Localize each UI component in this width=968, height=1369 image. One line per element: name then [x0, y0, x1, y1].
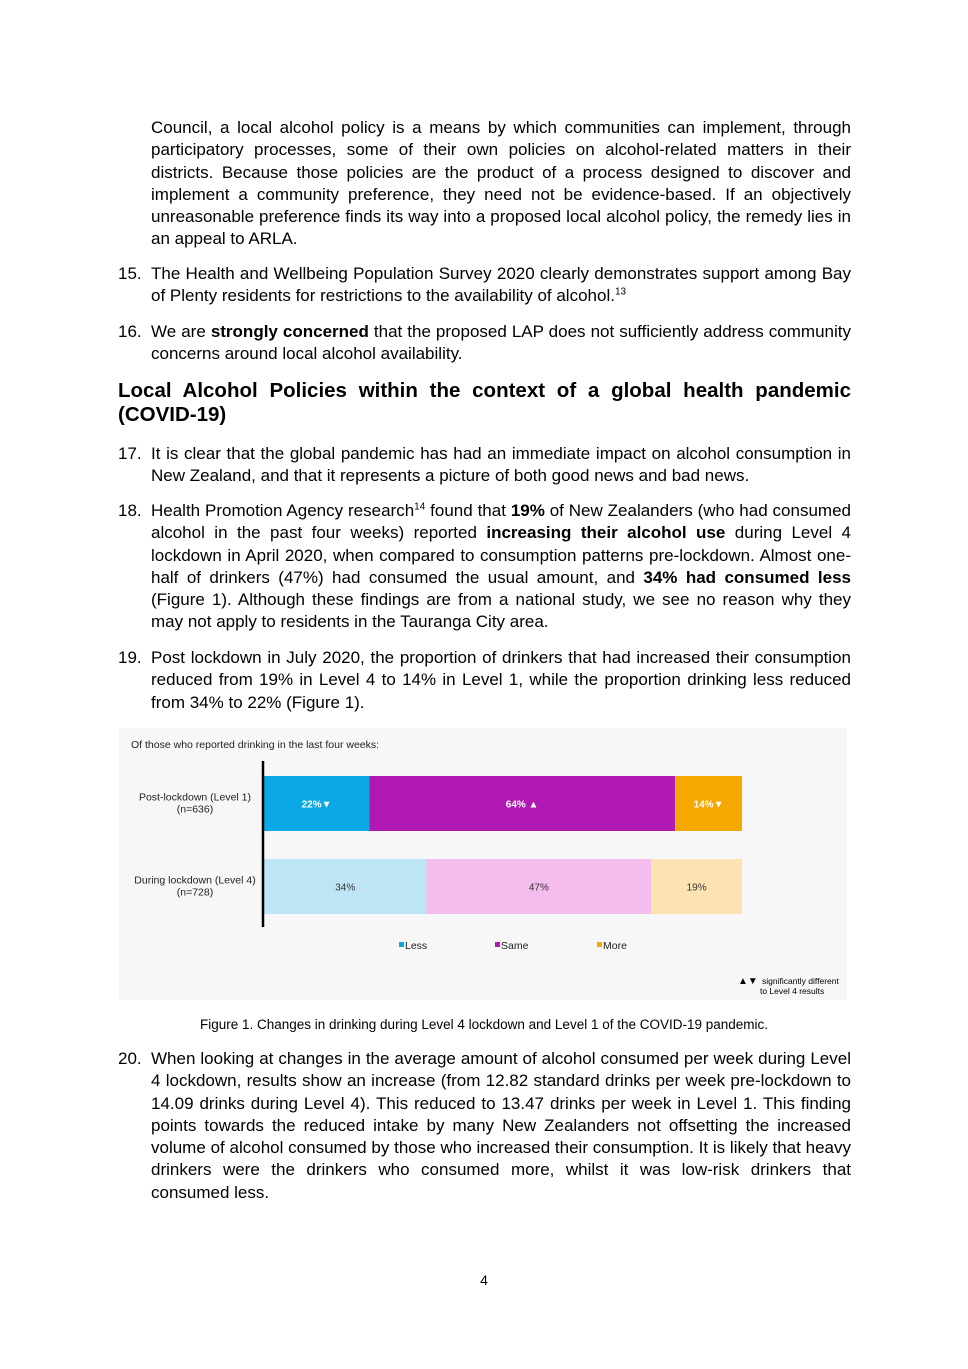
paragraph-text: of New Zealanders (who had consumed alcohol in the past four weeks) reported: [151, 501, 851, 543]
data-label: 19%: [686, 882, 707, 894]
paragraph-text: Post lockdown in July 2020, the proportion of drinkers that had increased their consumption reduced from 19% in Level 4 to 14% in Level 1, while the proportion drinking less reduced from 34% to 22% (Figure 1).: [151, 648, 851, 712]
paragraph-number: 15.: [118, 264, 142, 283]
paragraph-number: 19.: [118, 648, 142, 667]
paragraph-20: [118, 1048, 851, 1204]
legend-label: More: [603, 940, 627, 952]
paragraph-18: [118, 500, 851, 634]
continuation-paragraph: Council, a local alcohol policy is a means by which communities can implement, through participatory processes, some of their own policies on alcohol-related matters in their districts. Because those policies are the product of a process designed to discover and implement a community preference, they need not be evidence-based. If an objectively unreasonable preference finds its way into a proposed local alcohol policy, the remedy lies in an appeal to ARLA.: [151, 118, 851, 249]
paragraph-text: Health Promotion Agency research: [151, 501, 415, 520]
emphasis: increasing their alcohol use: [486, 523, 726, 543]
data-label: 47%: [528, 882, 549, 894]
paragraph-16: [118, 321, 851, 366]
legend-swatch: [597, 942, 602, 947]
legend-label: Less: [405, 940, 428, 952]
paragraph-text: that the proposed LAP does not sufficiently address community concerns around local alcohol availability.: [151, 322, 851, 364]
paragraph-number: 20.: [118, 1049, 142, 1068]
stacked-bar-chart: [119, 728, 847, 1000]
emphasis: 19%: [510, 501, 545, 520]
legend-swatch: [399, 942, 404, 947]
paragraph-number: 17.: [118, 444, 142, 463]
paragraph-number: 16.: [118, 322, 142, 341]
footnote-ref: 14: [414, 501, 426, 513]
significance-note: to Level 4 results: [760, 986, 825, 996]
paragraph-15: [118, 263, 851, 308]
data-label: 64% ▲: [505, 799, 539, 811]
paragraph-text: We are: [151, 322, 211, 341]
paragraph-17: [118, 443, 851, 488]
paragraph-text: When looking at changes in the average amount of alcohol consumed per week during Level 4 lockdown, results show an increase (from 12.82 standard drinks per week pre-lockdown to 14.09 drinks during Level 4). This reduced to 13.47 drinks per week in Level 1. This finding points towards the reduced intake by many New Zealanders not offsetting the increased volume of alcohol consumed by those who increased their consumption. It is likely that heavy drinkers were the drinkers who consumed more, whilst it was low-risk drinkers that consumed less.: [151, 1049, 851, 1202]
paragraph-19: [118, 647, 851, 714]
paragraph-text: during Level 4 lockdown in April 2020, when compared to consumption patterns pre-lockdown. Almost one-half of drinkers (47%) had consumed the usual amount, and: [151, 523, 852, 587]
category-label: (n=636): [176, 803, 214, 816]
data-label: 14%▼: [693, 799, 724, 811]
paragraph-text: found that: [425, 501, 511, 520]
significance-symbols: ▲▼: [738, 976, 758, 987]
data-label: 22%▼: [301, 799, 332, 811]
chart-title: Of those who reported drinking in the last four weeks:: [131, 739, 380, 751]
emphasis: strongly concerned: [210, 322, 369, 341]
figure-1-chart: [119, 728, 847, 1000]
category-label: During lockdown (Level 4): [134, 874, 256, 887]
footnote-ref: 13: [614, 286, 627, 298]
category-label: Post-lockdown (Level 1): [138, 791, 252, 804]
data-label: 34%: [335, 882, 356, 894]
paragraph-text: It is clear that the global pandemic has had an immediate impact on alcohol consumption in New Zealand, and that it represents a picture of both good news and bad news.: [151, 444, 851, 486]
page-number: 4: [480, 1272, 488, 1288]
section-heading: Local Alcohol Policies within the context of a global health pandemic (COVID-19): [118, 379, 851, 426]
paragraph-text: (Figure 1). Although these findings are from a national study, we see no reason why they may not apply to residents in the Tauranga City area.: [151, 590, 851, 632]
figure-caption: Figure 1. Changes in drinking during Level 4 lockdown and Level 1 of the COVID-19 pandemic.: [199, 1017, 769, 1032]
paragraph-text: The Health and Wellbeing Population Survey 2020 clearly demonstrates support among Bay of Plenty residents for restrictions to the availability of alcohol.: [151, 264, 851, 306]
significance-note: significantly different: [762, 976, 839, 986]
paragraph-number: 18.: [118, 501, 142, 520]
category-label: (n=728): [176, 886, 214, 899]
emphasis: 34% had consumed less: [643, 567, 851, 587]
legend-swatch: [495, 942, 500, 947]
legend-label: Same: [501, 940, 529, 952]
